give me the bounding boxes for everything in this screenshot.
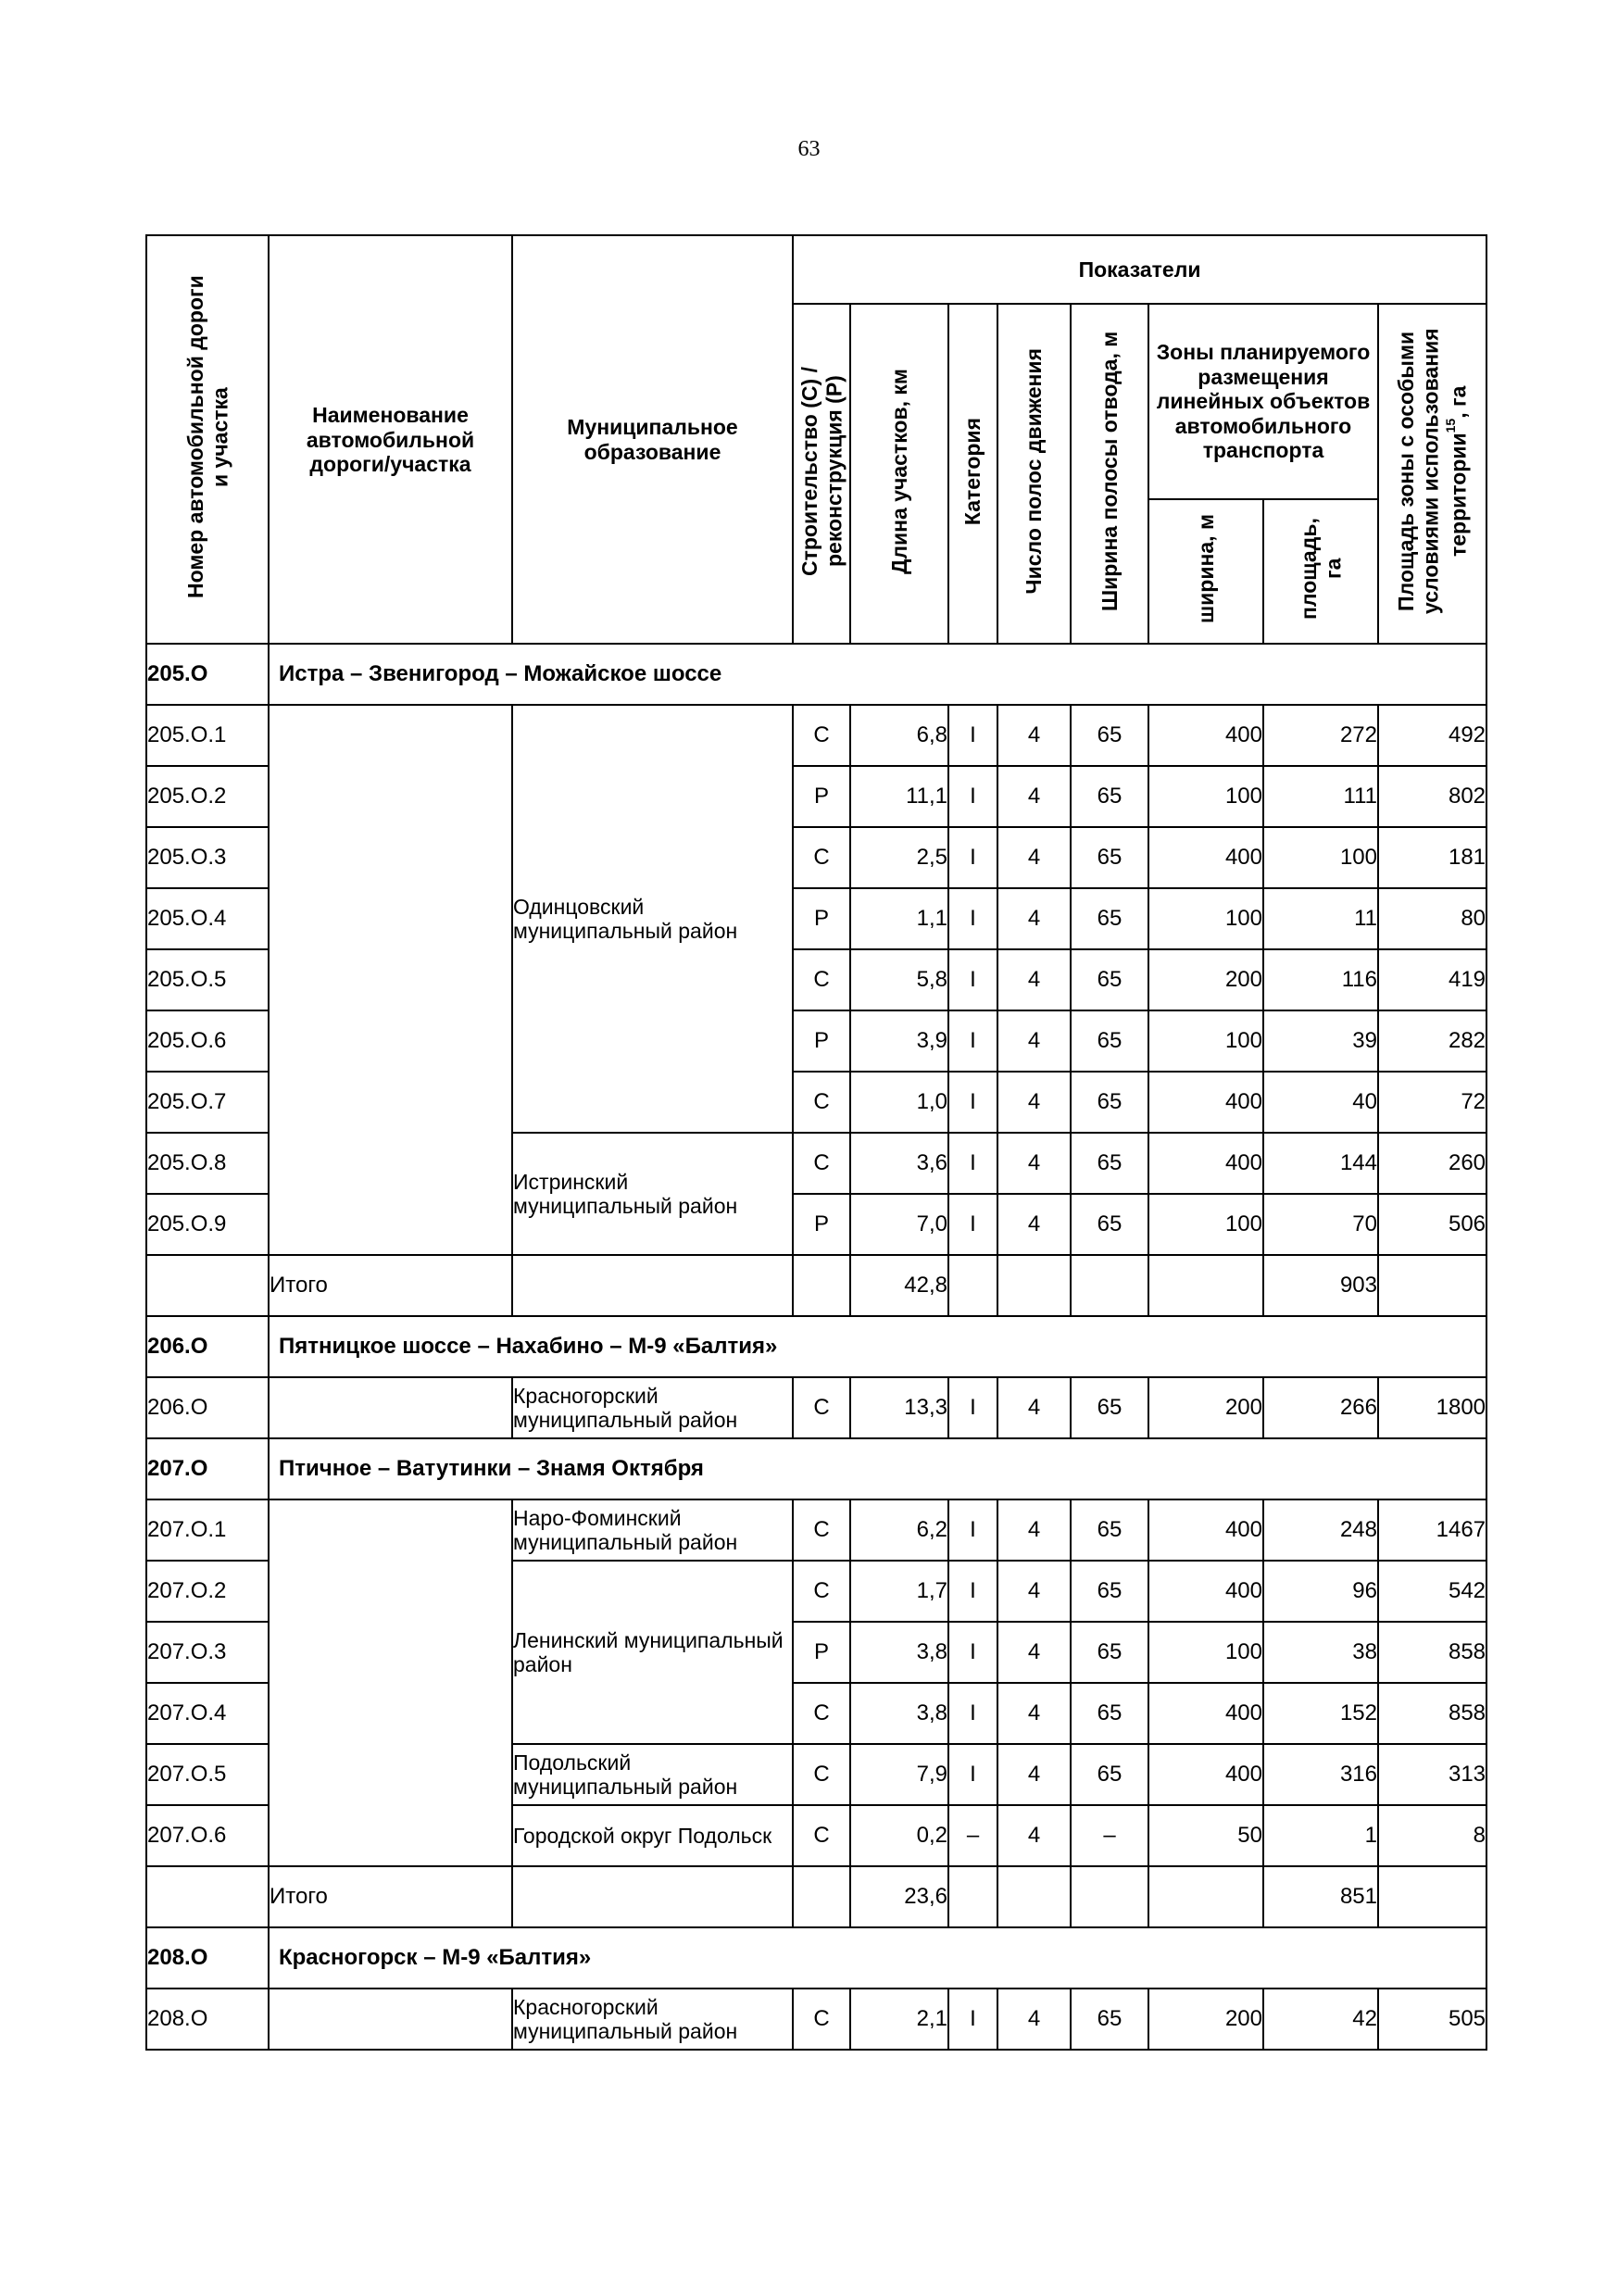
row-width-cell: 65 <box>1071 1622 1148 1683</box>
empty-cell <box>997 1866 1071 1927</box>
group-header-row <box>146 1316 1486 1377</box>
length-cell: 2,5 <box>850 827 948 888</box>
category-cell: I <box>948 1072 997 1133</box>
municipality-cell: Красногорский муниципальный район <box>512 1989 793 2050</box>
zone-width-cell: 200 <box>1148 949 1263 1010</box>
row-code: 208.О <box>146 1989 269 2050</box>
zone-area-cell: 70 <box>1263 1194 1378 1255</box>
lanes-cell: 4 <box>997 1499 1071 1561</box>
zone-area-cell: 96 <box>1263 1561 1378 1622</box>
empty-cell <box>793 1866 850 1927</box>
row-width-cell: 65 <box>1071 766 1148 827</box>
municipality-cell: Городской округ Подольск <box>512 1805 793 1866</box>
group-code: 208.О <box>146 1927 269 1989</box>
empty-cell <box>1148 1255 1263 1316</box>
row-code: 205.О.4 <box>146 888 269 949</box>
length-cell: 3,6 <box>850 1133 948 1194</box>
category-cell: – <box>948 1805 997 1866</box>
category-cell: I <box>948 1377 997 1438</box>
zone-area-cell: 40 <box>1263 1072 1378 1133</box>
category-cell: I <box>948 766 997 827</box>
empty-cell <box>269 1989 512 2050</box>
header-road-number: Номер автомобильной дороги и участка <box>146 235 269 644</box>
build-type-cell: Р <box>793 766 850 827</box>
special-area-cell: 492 <box>1378 705 1486 766</box>
row-code: 207.О.3 <box>146 1622 269 1683</box>
header-zone-area: площадь, га <box>1263 499 1378 645</box>
zone-width-cell: 200 <box>1148 1989 1263 2050</box>
group-title: Истра – Звенигород – Можайское шоссе <box>269 644 1486 705</box>
table-row <box>146 1499 1486 1561</box>
row-code: 205.О.3 <box>146 827 269 888</box>
group-code: 205.О <box>146 644 269 705</box>
empty-cell <box>146 1255 269 1316</box>
zone-area-cell: 39 <box>1263 1010 1378 1072</box>
municipality-cell: Одинцовский муниципальный район <box>512 705 793 1133</box>
special-area-cell: 80 <box>1378 888 1486 949</box>
row-width-cell: 65 <box>1071 1377 1148 1438</box>
build-type-cell: Р <box>793 1010 850 1072</box>
category-cell: I <box>948 1499 997 1561</box>
length-cell: 7,9 <box>850 1744 948 1805</box>
special-area-cell: 1467 <box>1378 1499 1486 1561</box>
total-label: Итого <box>269 1866 512 1927</box>
zone-width-cell: 100 <box>1148 1622 1263 1683</box>
length-cell: 3,8 <box>850 1622 948 1683</box>
header-road-name: Наименование автомобильной дороги/участка <box>269 235 512 644</box>
group-title: Птичное – Ватутинки – Знамя Октября <box>269 1438 1486 1499</box>
special-area-cell: 542 <box>1378 1561 1486 1622</box>
special-area-cell: 858 <box>1378 1683 1486 1744</box>
lanes-cell: 4 <box>997 1010 1071 1072</box>
build-type-cell: С <box>793 1072 850 1133</box>
special-area-cell: 419 <box>1378 949 1486 1010</box>
lanes-cell: 4 <box>997 1377 1071 1438</box>
row-width-cell: 65 <box>1071 1194 1148 1255</box>
row-width-cell: 65 <box>1071 1744 1148 1805</box>
length-cell: 1,0 <box>850 1072 948 1133</box>
row-code: 205.О.9 <box>146 1194 269 1255</box>
row-width-cell: 65 <box>1071 1989 1148 2050</box>
row-width-cell: 65 <box>1071 949 1148 1010</box>
header-special-area: Площадь зоны с особыми условиями использования территории$^{15}$, га <box>1378 304 1486 644</box>
build-type-cell: Р <box>793 1194 850 1255</box>
empty-cell <box>512 1255 793 1316</box>
zone-area-cell: 42 <box>1263 1989 1378 2050</box>
zone-area-cell: 316 <box>1263 1744 1378 1805</box>
build-type-cell: С <box>793 1133 850 1194</box>
header-category: Категория <box>948 304 997 644</box>
row-code: 205.О.2 <box>146 766 269 827</box>
zone-width-cell: 100 <box>1148 1010 1263 1072</box>
total-row <box>146 1255 1486 1316</box>
zone-area-cell: 152 <box>1263 1683 1378 1744</box>
lanes-cell: 4 <box>997 1683 1071 1744</box>
roads-table <box>145 234 1487 2051</box>
special-area-cell: 282 <box>1378 1010 1486 1072</box>
municipality-cell: Наро-Фоминский муниципальный район <box>512 1499 793 1561</box>
zone-area-cell: 1 <box>1263 1805 1378 1866</box>
lanes-cell: 4 <box>997 888 1071 949</box>
build-type-cell: С <box>793 1744 850 1805</box>
length-cell: 6,2 <box>850 1499 948 1561</box>
lanes-cell: 4 <box>997 1072 1071 1133</box>
row-width-cell: 65 <box>1071 1561 1148 1622</box>
header-municipality: Муниципальное образование <box>512 235 793 644</box>
lanes-cell: 4 <box>997 1805 1071 1866</box>
table-row <box>146 1989 1486 2050</box>
build-type-cell: С <box>793 1377 850 1438</box>
row-code: 205.О.1 <box>146 705 269 766</box>
zone-width-cell: 400 <box>1148 1561 1263 1622</box>
zone-area-cell: 266 <box>1263 1377 1378 1438</box>
build-type-cell: С <box>793 827 850 888</box>
zone-width-cell: 400 <box>1148 1072 1263 1133</box>
zone-area-cell: 248 <box>1263 1499 1378 1561</box>
group-title: Пятницкое шоссе – Нахабино – М-9 «Балтия» <box>269 1316 1486 1377</box>
municipality-cell: Истринский муниципальный район <box>512 1133 793 1255</box>
row-code: 207.О.1 <box>146 1499 269 1561</box>
empty-cell <box>997 1255 1071 1316</box>
zone-width-cell: 200 <box>1148 1377 1263 1438</box>
group-code: 207.О <box>146 1438 269 1499</box>
zone-width-cell: 100 <box>1148 766 1263 827</box>
group-header-row <box>146 644 1486 705</box>
total-length: 42,8 <box>850 1255 948 1316</box>
category-cell: I <box>948 1561 997 1622</box>
header-indicators: Показатели <box>793 235 1486 304</box>
zone-area-cell: 116 <box>1263 949 1378 1010</box>
header-build-type: Строительство (С) / реконструкция (Р) <box>793 304 850 644</box>
empty-cell <box>1071 1866 1148 1927</box>
empty-cell <box>269 1377 512 1438</box>
municipality-cell: Красногорский муниципальный район <box>512 1377 793 1438</box>
zone-width-cell: 400 <box>1148 1499 1263 1561</box>
special-area-cell: 858 <box>1378 1622 1486 1683</box>
group-header-row <box>146 1927 1486 1989</box>
municipality-cell: Подольский муниципальный район <box>512 1744 793 1805</box>
row-width-cell: 65 <box>1071 827 1148 888</box>
lanes-cell: 4 <box>997 1989 1071 2050</box>
header-zones: Зоны планируемого размещения линейных объектов автомобильного транспорта <box>1148 304 1378 499</box>
length-cell: 11,1 <box>850 766 948 827</box>
build-type-cell: С <box>793 1499 850 1561</box>
length-cell: 5,8 <box>850 949 948 1010</box>
row-code: 207.О.4 <box>146 1683 269 1744</box>
length-cell: 1,7 <box>850 1561 948 1622</box>
empty-cell <box>793 1255 850 1316</box>
empty-cell <box>146 1866 269 1927</box>
row-code: 205.О.5 <box>146 949 269 1010</box>
zone-width-cell: 400 <box>1148 1133 1263 1194</box>
lanes-cell: 4 <box>997 827 1071 888</box>
category-cell: I <box>948 1744 997 1805</box>
length-cell: 6,8 <box>850 705 948 766</box>
special-area-cell: 8 <box>1378 1805 1486 1866</box>
category-cell: I <box>948 1989 997 2050</box>
category-cell: I <box>948 949 997 1010</box>
special-area-cell: 506 <box>1378 1194 1486 1255</box>
build-type-cell: Р <box>793 1622 850 1683</box>
zone-width-cell: 100 <box>1148 1194 1263 1255</box>
empty-cell <box>1378 1866 1486 1927</box>
zone-area-cell: 111 <box>1263 766 1378 827</box>
lanes-cell: 4 <box>997 1194 1071 1255</box>
length-cell: 13,3 <box>850 1377 948 1438</box>
row-code: 207.О.5 <box>146 1744 269 1805</box>
category-cell: I <box>948 1683 997 1744</box>
empty-cell <box>1148 1866 1263 1927</box>
lanes-cell: 4 <box>997 1561 1071 1622</box>
lanes-cell: 4 <box>997 705 1071 766</box>
row-width-cell: 65 <box>1071 1683 1148 1744</box>
header-length: Длина участков, км <box>850 304 948 644</box>
zone-width-cell: 50 <box>1148 1805 1263 1866</box>
header-zone-width: ширина, м <box>1148 499 1263 645</box>
special-area-cell: 72 <box>1378 1072 1486 1133</box>
empty-cell <box>1378 1255 1486 1316</box>
lanes-cell: 4 <box>997 766 1071 827</box>
lanes-cell: 4 <box>997 1622 1071 1683</box>
header-row-width: Ширина полосы отвода, м <box>1071 304 1148 644</box>
zone-width-cell: 400 <box>1148 827 1263 888</box>
table-row <box>146 1377 1486 1438</box>
category-cell: I <box>948 1010 997 1072</box>
row-code: 206.О <box>146 1377 269 1438</box>
row-width-cell: 65 <box>1071 1133 1148 1194</box>
build-type-cell: С <box>793 949 850 1010</box>
build-type-cell: С <box>793 705 850 766</box>
zone-area-cell: 100 <box>1263 827 1378 888</box>
special-area-cell: 1800 <box>1378 1377 1486 1438</box>
row-code: 205.О.6 <box>146 1010 269 1072</box>
row-width-cell: 65 <box>1071 1010 1148 1072</box>
build-type-cell: С <box>793 1989 850 2050</box>
row-code: 207.О.2 <box>146 1561 269 1622</box>
row-code: 207.О.6 <box>146 1805 269 1866</box>
total-row <box>146 1866 1486 1927</box>
zone-area-cell: 272 <box>1263 705 1378 766</box>
length-cell: 0,2 <box>850 1805 948 1866</box>
page-number: 63 <box>797 137 821 161</box>
length-cell: 7,0 <box>850 1194 948 1255</box>
category-cell: I <box>948 827 997 888</box>
build-type-cell: Р <box>793 888 850 949</box>
lanes-cell: 4 <box>997 949 1071 1010</box>
empty-cell <box>269 1499 512 1866</box>
empty-cell <box>948 1255 997 1316</box>
category-cell: I <box>948 1133 997 1194</box>
length-cell: 3,9 <box>850 1010 948 1072</box>
length-cell: 2,1 <box>850 1989 948 2050</box>
length-cell: 1,1 <box>850 888 948 949</box>
special-area-cell: 505 <box>1378 1989 1486 2050</box>
zone-width-cell: 400 <box>1148 1683 1263 1744</box>
row-width-cell: – <box>1071 1805 1148 1866</box>
lanes-cell: 4 <box>997 1133 1071 1194</box>
build-type-cell: С <box>793 1683 850 1744</box>
total-label: Итого <box>269 1255 512 1316</box>
empty-cell <box>948 1866 997 1927</box>
special-area-cell: 181 <box>1378 827 1486 888</box>
row-width-cell: 65 <box>1071 1499 1148 1561</box>
zone-area-cell: 38 <box>1263 1622 1378 1683</box>
group-code: 206.О <box>146 1316 269 1377</box>
zone-area-cell: 144 <box>1263 1133 1378 1194</box>
empty-cell <box>1071 1255 1148 1316</box>
category-cell: I <box>948 1622 997 1683</box>
total-zone-area: 903 <box>1263 1255 1378 1316</box>
zone-width-cell: 400 <box>1148 705 1263 766</box>
group-title: Красногорск – М-9 «Балтия» <box>269 1927 1486 1989</box>
group-header-row <box>146 1438 1486 1499</box>
category-cell: I <box>948 1194 997 1255</box>
row-width-cell: 65 <box>1071 1072 1148 1133</box>
row-width-cell: 65 <box>1071 888 1148 949</box>
zone-area-cell: 11 <box>1263 888 1378 949</box>
zone-width-cell: 400 <box>1148 1744 1263 1805</box>
table-row <box>146 705 1486 766</box>
header-lanes: Число полос движения <box>997 304 1071 644</box>
special-area-cell: 260 <box>1378 1133 1486 1194</box>
total-zone-area: 851 <box>1263 1866 1378 1927</box>
special-area-cell: 802 <box>1378 766 1486 827</box>
lanes-cell: 4 <box>997 1744 1071 1805</box>
length-cell: 3,8 <box>850 1683 948 1744</box>
build-type-cell: С <box>793 1561 850 1622</box>
category-cell: I <box>948 888 997 949</box>
row-code: 205.О.8 <box>146 1133 269 1194</box>
total-length: 23,6 <box>850 1866 948 1927</box>
municipality-cell: Ленинский муниципальный район <box>512 1561 793 1744</box>
special-area-cell: 313 <box>1378 1744 1486 1805</box>
category-cell: I <box>948 705 997 766</box>
zone-width-cell: 100 <box>1148 888 1263 949</box>
empty-cell <box>512 1866 793 1927</box>
row-width-cell: 65 <box>1071 705 1148 766</box>
empty-cell <box>269 705 512 1255</box>
row-code: 205.О.7 <box>146 1072 269 1133</box>
build-type-cell: С <box>793 1805 850 1866</box>
